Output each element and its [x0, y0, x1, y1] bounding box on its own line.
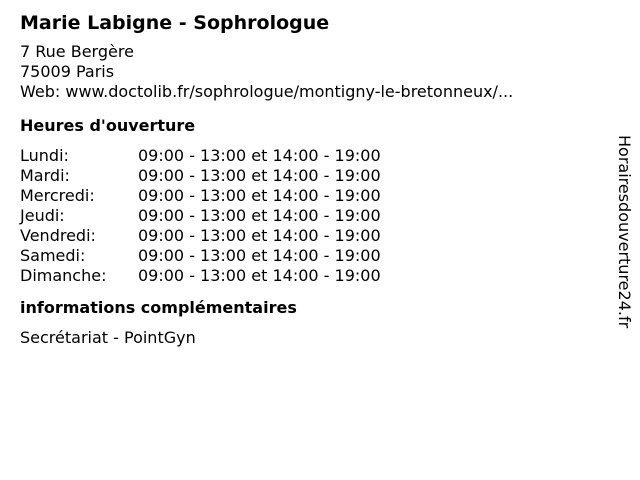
time-range: 09:00 - 13:00 et 14:00 - 19:00 [138, 166, 381, 185]
hours-row-sunday [20, 266, 590, 286]
time-range: 09:00 - 13:00 et 14:00 - 19:00 [138, 226, 381, 245]
opening-hours-heading: Heures d'ouverture [20, 116, 196, 135]
hours-row-monday [20, 146, 590, 166]
time-range: 09:00 - 13:00 et 14:00 - 19:00 [138, 266, 381, 285]
additional-info-heading: informations complémentaires [20, 298, 297, 317]
day-label: Mardi: [20, 166, 70, 185]
day-label: Samedi: [20, 246, 86, 265]
hours-row-thursday [20, 206, 590, 226]
day-label: Vendredi: [20, 226, 96, 245]
hours-row-friday [20, 226, 590, 246]
day-label: Lundi: [20, 146, 69, 165]
time-range: 09:00 - 13:00 et 14:00 - 19:00 [138, 186, 381, 205]
address-city: 75009 Paris [20, 62, 115, 81]
website-link[interactable]: Web: www.doctolib.fr/sophrologue/montigny-le-bretonneux/... [20, 82, 514, 101]
page-title: Marie Labigne - Sophrologue [20, 12, 330, 34]
address-street: 7 Rue Bergère [20, 42, 134, 61]
time-range: 09:00 - 13:00 et 14:00 - 19:00 [138, 246, 381, 265]
address-block [20, 42, 590, 102]
site-watermark: Horairesdouverture24.fr [615, 135, 634, 329]
hours-row-wednesday [20, 186, 590, 206]
day-label: Mercredi: [20, 186, 95, 205]
day-label: Dimanche: [20, 266, 107, 285]
listing-card [20, 10, 590, 348]
hours-row-tuesday [20, 166, 590, 186]
time-range: 09:00 - 13:00 et 14:00 - 19:00 [138, 146, 381, 165]
day-label: Jeudi: [20, 206, 65, 225]
time-range: 09:00 - 13:00 et 14:00 - 19:00 [138, 206, 381, 225]
additional-info-text: Secrétariat - PointGyn [20, 328, 196, 347]
opening-hours-table [20, 146, 590, 286]
hours-row-saturday [20, 246, 590, 266]
